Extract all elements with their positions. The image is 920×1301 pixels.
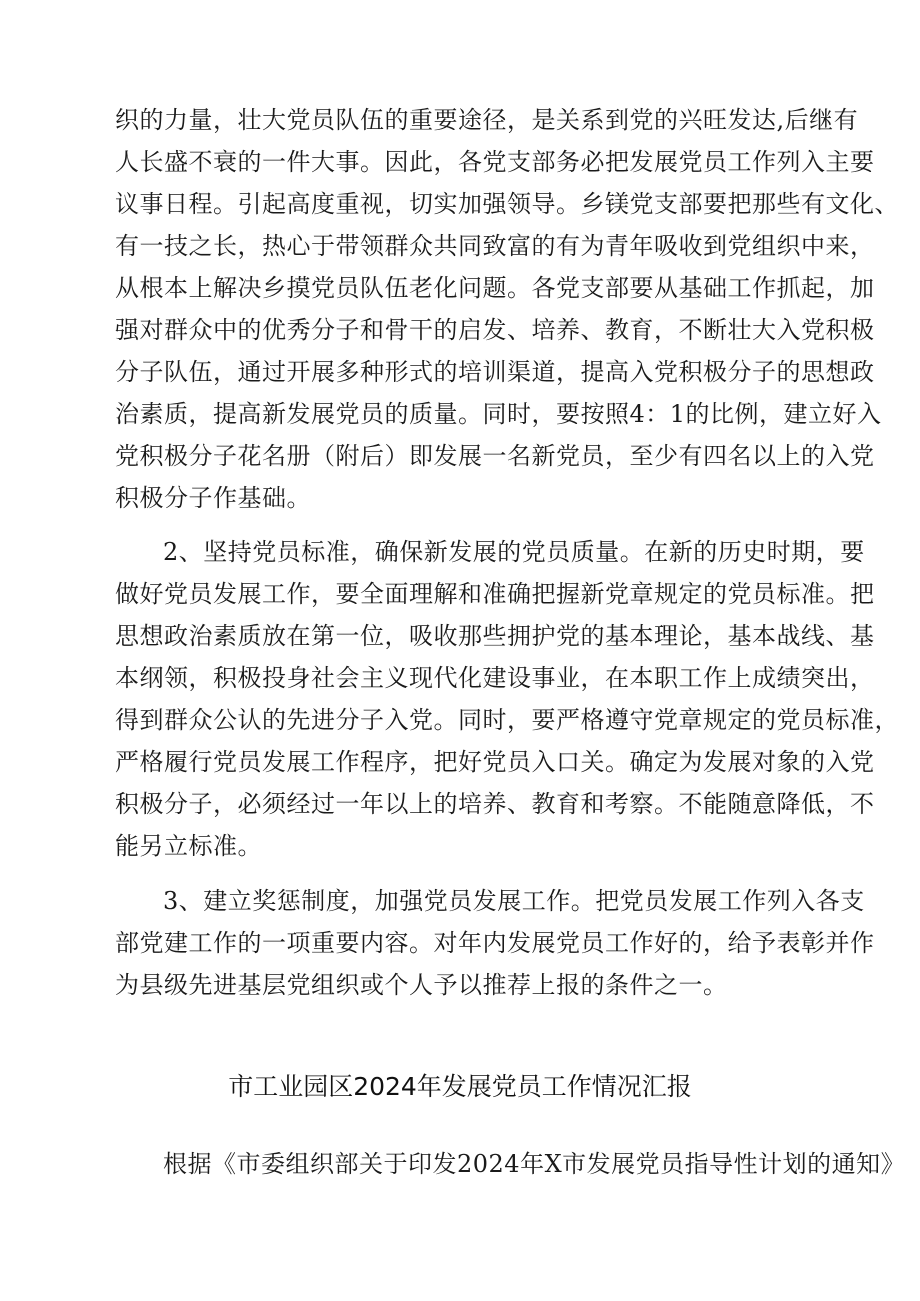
paragraph-line: 能另立标准。 [115, 832, 262, 860]
paragraph-line: 得到群众公认的先进分子入党。同时，要严格遵守党章规定的党员标准， [115, 706, 899, 734]
paragraph-line: 为县级先进基层党组织或个人予以推荐上报的条件之一。 [115, 971, 728, 999]
paragraph-line: 治素质，提高新发展党员的质量。同时，要按照4：1的比例，建立好入 [115, 400, 882, 428]
paragraph-line: 本纲领，积极投身社会主义现代化建设事业，在本职工作上成绩突出， [115, 664, 875, 692]
paragraph-line: 分子队伍，通过开展多种形式的培训渠道，提高入党积极分子的思想政 [115, 358, 875, 386]
paragraph-line: 织的力量，壮大党员队伍的重要途径，是关系到党的兴旺发达,后继有 [115, 106, 859, 134]
paragraph-line: 严格履行党员发展工作程序，把好党员入口关。确定为发展对象的入党 [115, 748, 875, 776]
paragraph-line: 有一技之长，热心于带领群众共同致富的有为青年吸收到党组织中来， [115, 232, 875, 260]
paragraph-line: 积极分子作基础。 [115, 484, 311, 512]
paragraph-line: 根据《市委组织部关于印发2024年X市发展党员指导性计划的通知》 [163, 1150, 906, 1178]
paragraph-line: 强对群众中的优秀分子和骨干的启发、培养、教育，不断壮大入党积极 [115, 316, 875, 344]
paragraph-line: 议事日程。引起高度重视，切实加强领导。乡镁党支部要把那些有文化、 [115, 190, 899, 218]
paragraph-line: 从根本上解决乡摸党员队伍老化问题。各党支部要从基础工作抓起，加 [115, 274, 875, 302]
paragraph-line: 部党建工作的一项重要内容。对年内发展党员工作好的，给予表彰并作 [115, 929, 875, 957]
paragraph-line: 2、坚持党员标准，确保新发展的党员质量。在新的历史时期，要 [163, 538, 865, 566]
section-title: 市工业园区2024年发展党员工作情况汇报 [228, 1072, 692, 1101]
paragraph-line: 3、建立奖惩制度，加强党员发展工作。把党员发展工作列入各支 [163, 887, 865, 915]
paragraph-line: 做好党员发展工作，要全面理解和准确把握新党章规定的党员标准。把 [115, 580, 875, 608]
paragraph-line: 积极分子，必须经过一年以上的培养、教育和考察。不能随意降低，不 [115, 790, 875, 818]
paragraph-line: 人长盛不衰的一件大事。因此，各党支部务必把发展党员工作列入主要 [115, 148, 875, 176]
paragraph-line: 思想政治素质放在第一位，吸收那些拥护党的基本理论，基本战线、基 [115, 622, 875, 650]
paragraph-line: 党积极分子花名册（附后）即发展一名新党员，至少有四名以上的入党 [115, 442, 875, 470]
